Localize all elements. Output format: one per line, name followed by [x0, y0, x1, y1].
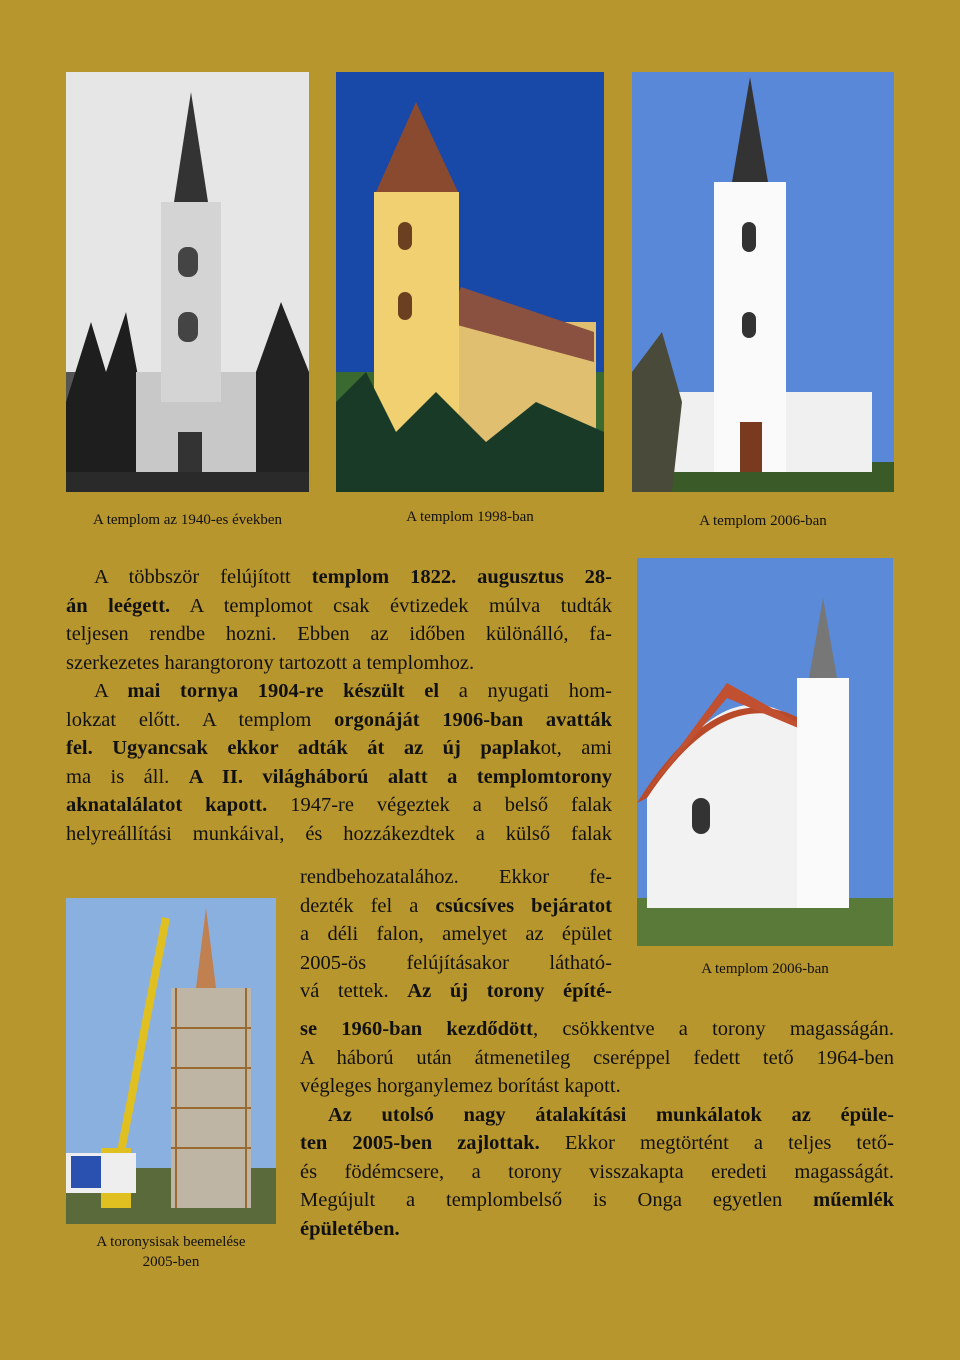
- text-bold: Az új torony építé-: [407, 980, 612, 1002]
- text-bold: Az utolsó nagy átalakítási munkálatok az épüle-: [328, 1103, 894, 1126]
- text-line: a nyugati hom-: [439, 680, 612, 702]
- text-line: rendbehozatalához. Ekkor fe-: [300, 866, 612, 888]
- text-line: Ekkor megtörtént a teljes tető-: [539, 1132, 894, 1154]
- text-line: Megújult a templombelső is Onga egyetlen: [300, 1189, 814, 1211]
- photo-church-2006-a: [632, 72, 894, 492]
- text-line: A háború után átmenetileg cseréppel fedett tető 1964-ben: [300, 1046, 894, 1069]
- text-line: a déli falon, amelyet az épület: [300, 923, 612, 945]
- text-line: teljesen rendbe hozni. Ebben az időben különálló, fa-: [66, 623, 612, 645]
- caption-photo-2006-b: A templom 2006-ban: [701, 961, 829, 977]
- text-line: helyreállítási munkáival, és hozzákezdtek a külső falak: [66, 822, 612, 845]
- photo-church-2006-b: [637, 558, 893, 946]
- text-line: 1947-re végeztek a belső falak: [267, 794, 612, 816]
- text-bold: án leégett.: [66, 594, 171, 617]
- text-line: vá tettek.: [300, 980, 408, 1002]
- text-bold: templom 1822. augusztus 28-: [311, 566, 612, 588]
- caption-photo-2006-a: A templom 2006-ban: [699, 513, 827, 529]
- text-bold: épületében.: [300, 1217, 400, 1240]
- text-line: végleges horganylemez borítást kapott.: [300, 1075, 621, 1097]
- caption-spire-line1: A toronysisak beemelése: [96, 1234, 246, 1250]
- text-bold: se 1960-ban kezdődött: [300, 1018, 533, 1040]
- text-line: ot, ami: [540, 737, 612, 759]
- text-bold: fel. Ugyancsak ekkor adták át az új paplak: [66, 737, 541, 759]
- text-bold: orgonáját 1906-ban avatták: [334, 708, 612, 731]
- text-line: A többször felújított: [94, 566, 312, 588]
- photo-spire-lifting-2005: [66, 898, 276, 1224]
- text-bold: csúcsíves bejáratot: [435, 894, 612, 917]
- text-bold: aknatalálatot kapott.: [66, 794, 268, 816]
- caption-photo-1940s: A templom az 1940-es években: [92, 512, 283, 528]
- text-line: szerkezetes harangtorony tartozott a templomhoz.: [66, 651, 475, 674]
- photo-church-1940s: [66, 72, 309, 492]
- text-line: lokzat előtt. A templom: [66, 708, 335, 731]
- history-text-top: [66, 563, 612, 848]
- photo-church-1998: [336, 72, 604, 492]
- text-bold: ten 2005-ben zajlottak.: [300, 1132, 540, 1154]
- text-bold: műemlék: [813, 1189, 894, 1211]
- caption-photo-spire: [66, 1232, 276, 1272]
- history-text-bottom: [300, 1015, 894, 1243]
- text-line: 2005-ös felújításakor látható-: [300, 951, 612, 974]
- text-bold: A II. világháború alatt a templomtorony: [188, 765, 612, 788]
- text-line: A templomot csak évtizedek múlva tudták: [170, 594, 613, 617]
- text-line: , csökkentve a torony magasságán.: [532, 1018, 895, 1040]
- text-line: dezték fel a: [300, 894, 436, 917]
- caption-spire-line2: 2005-ben: [142, 1254, 200, 1270]
- text-line: ma is áll.: [66, 765, 189, 788]
- history-text-middle: [300, 863, 612, 1006]
- text-line: A: [94, 680, 128, 702]
- text-bold: mai tornya 1904-re készült el: [127, 680, 440, 702]
- text-line: és födémcsere, a torony visszakapta eredeti magasságát.: [300, 1160, 894, 1183]
- caption-photo-1998: A templom 1998-ban: [406, 509, 534, 525]
